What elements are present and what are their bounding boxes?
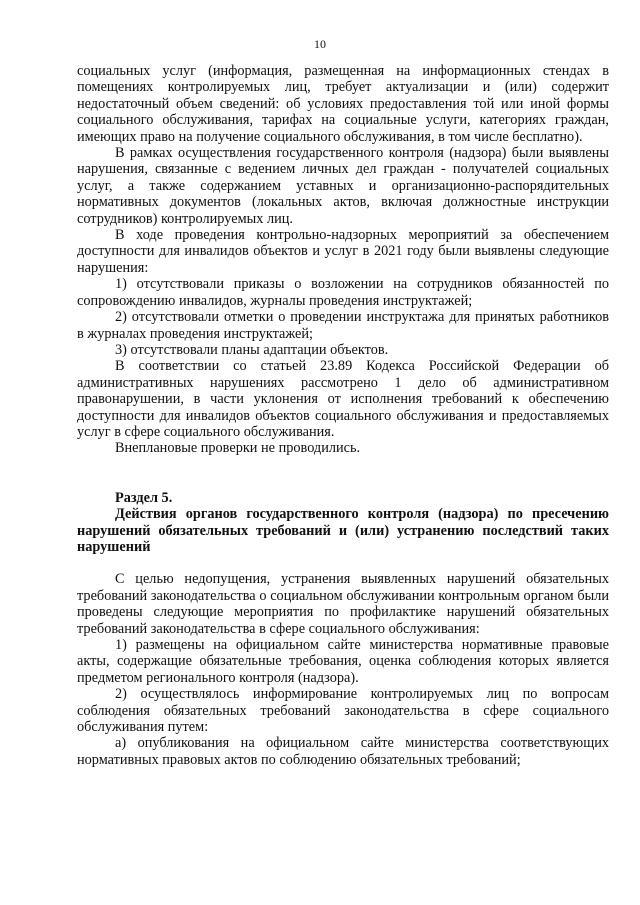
page-number: 10: [314, 37, 326, 51]
paragraph-prevention-intro: С целью недопущения, устранения выявленных нарушений обязательных требований законодательства о социальном обслуживании контрольным органом были проведены следующие мероприятия по профилактике нарушений обязательных требований законодательства в сфере социального обслуживания:: [77, 571, 609, 637]
list-item-instruction-marks: 2) отсутствовали отметки о проведении инструктажа для принятых работников в журналах проведения инструктажей;: [77, 309, 609, 342]
heading-spacer: [77, 555, 609, 571]
list-item-website-publication: а) опубликования на официальном сайте министерства соответствующих нормативных правовых актов по соблюдению обязательных требований;: [77, 735, 609, 768]
section-spacer: [77, 457, 609, 490]
list-item-adaptation-plans: 3) отсутствовали планы адаптации объектов.: [115, 341, 389, 358]
list-item-informing: 2) осуществлялось информирование контролируемых лиц по вопросам соблюдения обязательных требований законодательства в сфере социального обслуживания путем:: [77, 686, 609, 736]
document-body: [77, 63, 609, 768]
paragraph-unscheduled-inspections: Внеплановые проверки не проводились.: [115, 440, 361, 457]
list-item-orders: 1) отсутствовали приказы о возложении на сотрудников обязанностей по сопровождению инвалидов, журналы проведения инструктажей;: [77, 276, 609, 309]
paragraph-accessibility-intro: В ходе проведения контрольно-надзорных мероприятий за обеспечением доступности для инвалидов объектов и услуг в 2021 году были выявлены следующие нарушения:: [77, 227, 609, 276]
paragraph-administrative-case: В соответствии со статьей 23.89 Кодекса Российской Федерации об административных нарушениях рассмотрено 1 дело об административном правонарушении, в части уклонения от исполнения требований к обеспечению доступности для инвалидов объектов социального обслуживания и предоставляемых услуг в сфере социального обслуживания.: [77, 358, 609, 440]
paragraph-violations-records: В рамках осуществления государственного контроля (надзора) были выявлены нарушения, связанные с ведением личных дел граждан - получателей социальных услуг, а также содержанием уставных и организационно-распорядительных нормативных документов (локальных актов, включая должностные инструкции сотрудников) контролируемых лиц.: [77, 145, 609, 227]
section-heading: Действия органов государственного контроля (надзора) по пресечению нарушений обязательных требований и (или) устранению последствий таких нарушений: [77, 506, 609, 555]
list-item-published-acts: 1) размещены на официальном сайте министерства нормативные правовые акты, содержащие обязательные требования, оценка соблюдения которых является предметом регионального контроля (надзора).: [77, 637, 609, 686]
section-title: Раздел 5.: [115, 489, 173, 506]
paragraph-services-info: социальных услуг (информация, размещенная на информационных стендах в помещениях контролируемых лиц, требует актуализации и (или) содержит недостаточный объем сведений: об условиях предоставления той или иной формы социального обслуживания, тарифах на социальные услуги, категориях граждан, имеющих право на получение социального обслуживания, в том числе бесплатно).: [77, 63, 609, 145]
